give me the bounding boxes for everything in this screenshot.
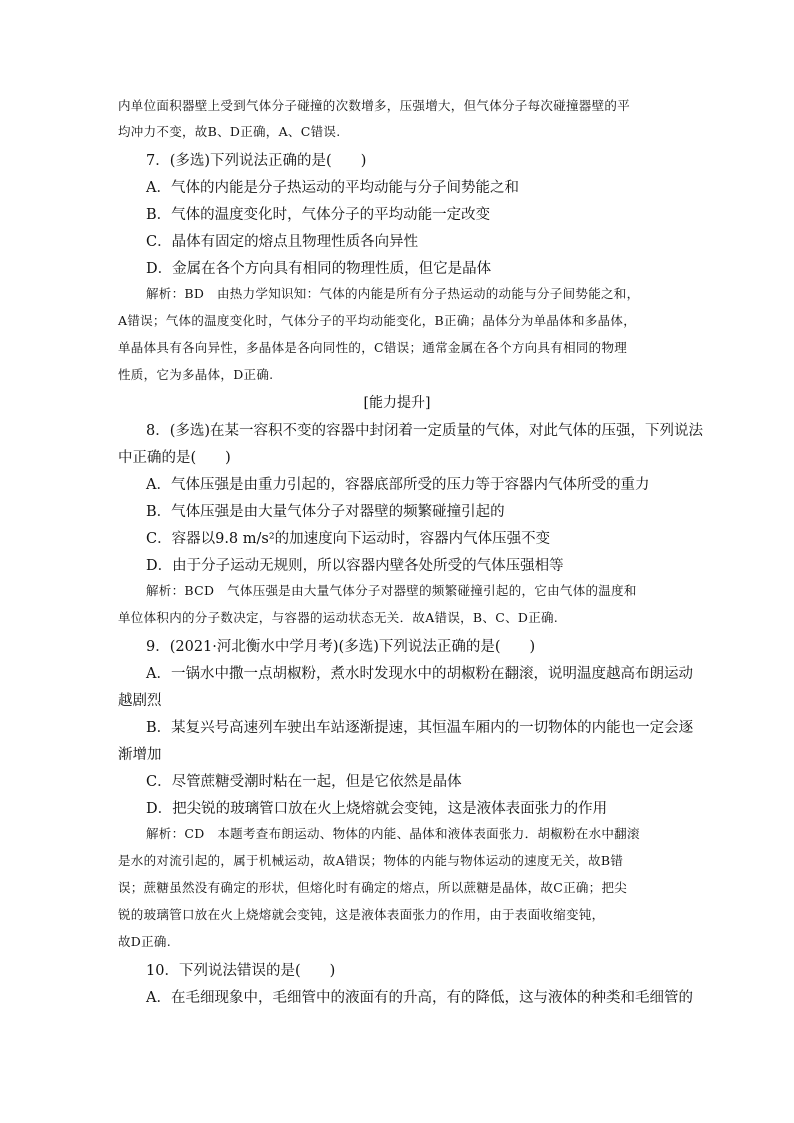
text-line: C．容器以9.8 m/s²的加速度向下运动时，容器内气体压强不变 — [146, 531, 551, 547]
text-line: C．尽管蔗糖受潮时粘在一起，但是它依然是晶体 — [146, 774, 462, 790]
text-line: 10．下列说法错误的是( ) — [146, 963, 336, 979]
text-line: 8．(多选)在某一容积不变的容器中封闭着一定质量的气体，对此气体的压强，下列说法 — [146, 423, 704, 439]
text-line: A．一锅水中撒一点胡椒粉，煮水时发现水中的胡椒粉在翻滚，说明温度越高布朗运动 — [146, 666, 693, 682]
text-line: 内单位面积器壁上受到气体分子碰撞的次数增多，压强增大，但气体分子每次碰撞器壁的平 — [118, 98, 631, 113]
text-line: 是水的对流引起的，属于机械运动，故A错误；物体的内能与物体运动的速度无关，故B错 — [118, 853, 624, 868]
text-line: 中正确的是( ) — [118, 450, 231, 466]
text-line: 7．(多选)下列说法正确的是( ) — [146, 153, 367, 169]
text-line: C．晶体有固定的熔点且物理性质各向异性 — [146, 234, 419, 250]
text-line: 误；蔗糖虽然没有确定的形状，但熔化时有确定的熔点，所以蔗糖是晶体，故C正确；把尖 — [118, 880, 628, 895]
text-line: 越剧烈 — [118, 693, 162, 709]
text-line: 单晶体具有各向异性，多晶体是各向同性的，C错误；通常金属在各个方向具有相同的物理 — [118, 340, 628, 355]
text-line: D．由于分子运动无规则，所以容器内壁各处所受的气体压强相等 — [146, 558, 564, 574]
text-line: A．气体压强是由重力引起的，容器底部所受的压力等于容器内气体所受的重力 — [146, 477, 650, 493]
text-line: [能力提升] — [363, 395, 431, 411]
text-line: 9．(2021·河北衡水中学月考)(多选)下列说法正确的是( ) — [146, 639, 536, 655]
text-line: 渐增加 — [118, 747, 162, 763]
text-line: 解析：BCD 气体压强是由大量气体分子对器壁的频繁碰撞引起的，它由气体的温度和 — [146, 583, 637, 598]
text-line: 故D正确. — [118, 934, 171, 949]
text-line: 解析：CD 本题考查布朗运动、物体的内能、晶体和液体表面张力．胡椒粉在水中翻滚 — [146, 826, 640, 841]
text-line: 锐的玻璃管口放在火上烧熔就会变钝，这是液体表面张力的作用，由于表面收缩变钝， — [118, 907, 605, 922]
text-line: B．气体压强是由大量气体分子对器壁的频繁碰撞引起的 — [146, 504, 505, 520]
text-line: B．气体的温度变化时，气体分子的平均动能一定改变 — [146, 207, 491, 223]
text-line: B．某复兴号高速列车驶出车站逐渐提速，其恒温车厢内的一切物体的内能也一定会逐 — [146, 720, 694, 736]
text-line: D．金属在各个方向具有相同的物理性质，但它是晶体 — [146, 261, 492, 277]
text-line: 性质，它为多晶体，D正确. — [118, 367, 274, 382]
text-line: A．气体的内能是分子热运动的平均动能与分子间势能之和 — [146, 180, 519, 196]
text-line: D．把尖锐的玻璃管口放在火上烧熔就会变钝，这是液体表面张力的作用 — [146, 801, 608, 817]
text-line: 单位体积内的分子数决定，与容器的运动状态无关．故A错误，B、C、D正确. — [118, 610, 559, 625]
text-line: A．在毛细现象中，毛细管中的液面有的升高，有的降低，这与液体的种类和毛细管的 — [146, 990, 693, 1006]
text-line: 解析：BD 由热力学知识知：气体的内能是所有分子热运动的动能与分子间势能之和， — [146, 286, 640, 301]
text-line: A错误；气体的温度变化时，气体分子的平均动能变化，B正确；晶体分为单晶体和多晶体， — [118, 313, 637, 328]
text-line: 均冲力不变，故B、D正确，A、C错误. — [118, 124, 341, 139]
